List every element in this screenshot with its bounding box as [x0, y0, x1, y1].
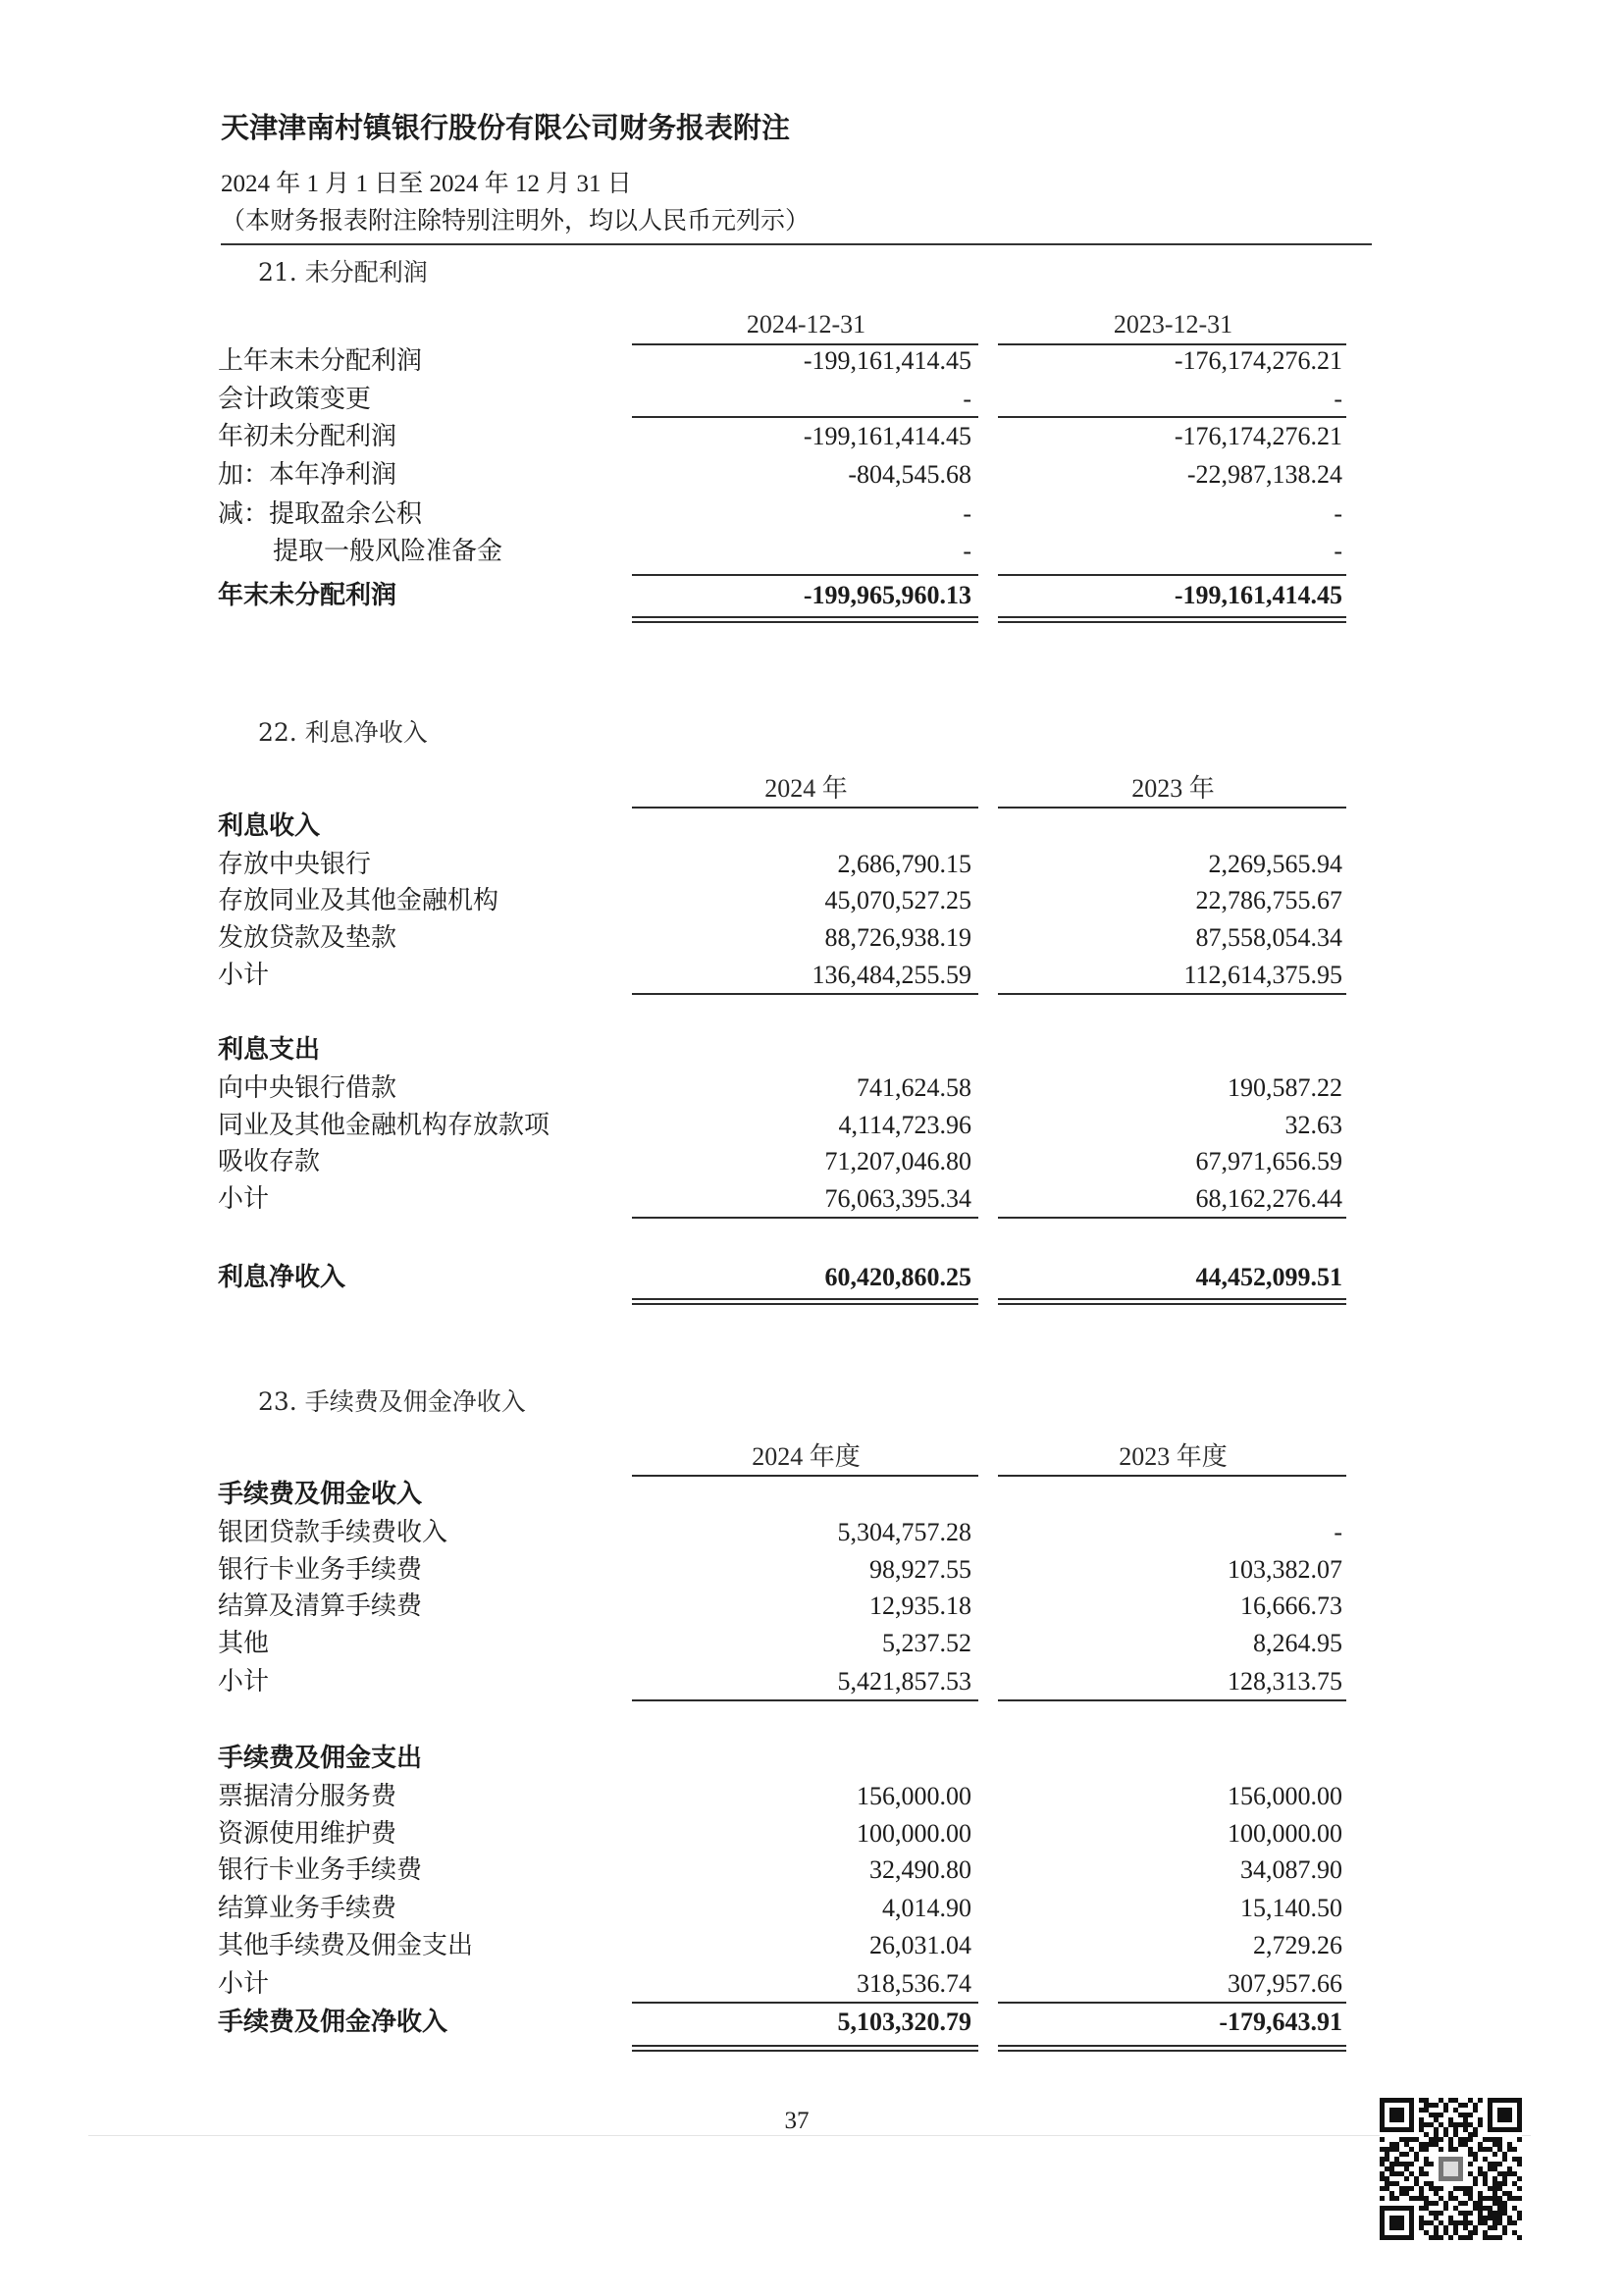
table-row	[0, 1072, 1623, 1104]
table-row	[0, 849, 1623, 880]
row-label: 结算及清算手续费	[218, 1592, 423, 1621]
total-value-prior: -179,643.91	[1219, 2008, 1342, 2036]
column-header-row	[0, 1441, 1623, 1473]
total-value-prior: -199,161,414.45	[1174, 581, 1342, 609]
value-current: 4,114,723.96	[838, 1111, 971, 1139]
table-row	[0, 1781, 1623, 1812]
row-label: 其他手续费及佣金支出	[218, 1931, 474, 1960]
value-prior: 32.63	[1284, 1111, 1342, 1139]
table-row	[0, 498, 1623, 530]
subtotal-label: 小计	[218, 1667, 270, 1696]
header-rule	[221, 243, 1372, 245]
value-prior: -	[1334, 537, 1342, 565]
subtotal-rule	[998, 1217, 1346, 1219]
value-prior: 87,558,054.34	[1195, 923, 1342, 952]
value-current: -	[963, 499, 971, 528]
column-header-current: 2024 年度	[752, 1442, 861, 1471]
row-label: 存放同业及其他金融机构	[218, 886, 499, 915]
table-row	[0, 1628, 1623, 1659]
value-current: 32,490.80	[869, 1855, 971, 1884]
table-row	[0, 421, 1623, 452]
subtotal-value-current: 5,421,857.53	[837, 1667, 971, 1696]
table-row	[0, 536, 1623, 567]
row-label: 上年末未分配利润	[218, 346, 423, 376]
table-row	[0, 459, 1623, 491]
subtotal-row	[0, 960, 1623, 991]
value-prior: 16,666.73	[1240, 1592, 1342, 1620]
value-prior: 8,264.95	[1253, 1629, 1342, 1657]
value-prior: 190,587.22	[1228, 1073, 1342, 1102]
total-value-current: 60,420,860.25	[824, 1263, 971, 1291]
row-label: 同业及其他金融机构存放款项	[218, 1111, 550, 1140]
row-label: 银行卡业务手续费	[218, 1555, 423, 1585]
subtotal-rule	[998, 1699, 1346, 1701]
double-rule	[632, 616, 978, 618]
group-heading-row	[0, 810, 1623, 842]
row-label: 加：本年净利润	[218, 460, 397, 490]
group-heading: 利息支出	[218, 1035, 321, 1065]
column-header-current: 2024 年	[764, 774, 848, 803]
value-prior: 2,729.26	[1253, 1931, 1342, 1959]
total-row	[0, 2007, 1623, 2038]
total-row	[0, 1262, 1623, 1293]
value-current: -	[963, 385, 971, 413]
subtotal-label: 小计	[218, 1184, 270, 1214]
subtotal-row	[0, 1183, 1623, 1215]
table-row	[0, 345, 1623, 377]
total-value-current: -199,965,960.13	[803, 581, 971, 609]
table-row	[0, 885, 1623, 916]
subtotal-rule	[632, 1217, 978, 1219]
table-row	[0, 1591, 1623, 1622]
group-heading: 利息收入	[218, 811, 321, 841]
subtotal-value-prior: 112,614,375.95	[1183, 961, 1342, 989]
subtotal-row	[0, 1968, 1623, 2000]
value-current: 156,000.00	[857, 1782, 971, 1810]
row-label: 年初未分配利润	[218, 422, 397, 451]
subtotal-rule	[998, 993, 1346, 995]
double-rule	[998, 2050, 1346, 2052]
column-header-row	[0, 309, 1623, 340]
row-label: 减：提取盈余公积	[218, 499, 423, 529]
table-row	[0, 1554, 1623, 1586]
total-value-current: 5,103,320.79	[837, 2008, 971, 2036]
subtotal-value-current: 318,536.74	[857, 1969, 971, 1998]
value-current: 12,935.18	[869, 1592, 971, 1620]
value-current: 26,031.04	[869, 1931, 971, 1959]
row-label: 银行卡业务手续费	[218, 1855, 423, 1885]
subtotal-label: 小计	[218, 961, 270, 990]
table-row	[0, 1930, 1623, 1961]
subtotal-value-prior: 307,957.66	[1228, 1969, 1342, 1998]
subtotal-row	[0, 1666, 1623, 1697]
double-rule	[632, 1303, 978, 1305]
column-header-prior: 2023 年度	[1119, 1442, 1228, 1471]
subtotal-value-prior: 128,313.75	[1228, 1667, 1342, 1696]
column-rule	[632, 1475, 978, 1477]
value-current: 5,237.52	[882, 1629, 971, 1657]
subtotal-label: 小计	[218, 1969, 270, 1999]
value-prior: -176,174,276.21	[1174, 422, 1342, 450]
row-label: 向中央银行借款	[218, 1073, 397, 1103]
group-heading-row	[0, 1479, 1623, 1510]
value-current: -199,161,414.45	[803, 346, 971, 375]
table-row	[0, 1854, 1623, 1886]
value-prior: -22,987,138.24	[1186, 460, 1342, 489]
section-21-title: 21. 未分配利润	[258, 258, 428, 287]
currency-note: （本财务报表附注除特别注明外，均以人民币元列示）	[221, 206, 811, 235]
page-number: 37	[784, 2108, 810, 2134]
table-row	[0, 1517, 1623, 1548]
total-value-prior: 44,452,099.51	[1195, 1263, 1342, 1291]
document-title: 天津津南村镇银行股份有限公司财务报表附注	[221, 111, 791, 144]
column-header-current: 2024-12-31	[746, 310, 866, 339]
subtotal-value-current: 136,484,255.59	[812, 961, 971, 989]
double-rule	[632, 2050, 978, 2052]
double-rule	[998, 1303, 1346, 1305]
period-line: 2024 年 1 月 1 日至 2024 年 12 月 31 日	[221, 171, 632, 197]
row-label: 发放贷款及垫款	[218, 923, 397, 953]
value-prior: -	[1334, 499, 1342, 528]
row-label: 吸收存款	[218, 1147, 321, 1176]
value-prior: 103,382.07	[1228, 1555, 1342, 1584]
subtotal-rule	[998, 574, 1346, 576]
subtotal-rule	[632, 1699, 978, 1701]
group-heading: 手续费及佣金支出	[218, 1744, 423, 1773]
value-prior: -	[1334, 1518, 1342, 1546]
subtotal-rule	[632, 574, 978, 576]
row-label: 资源使用维护费	[218, 1819, 397, 1849]
subtotal-rule	[632, 416, 978, 418]
total-label: 手续费及佣金净收入	[218, 2008, 448, 2037]
group-heading-row	[0, 1743, 1623, 1774]
column-header-prior: 2023 年	[1131, 774, 1215, 803]
value-prior: 2,269,565.94	[1208, 850, 1342, 878]
row-label: 提取一般风险准备金	[273, 537, 503, 566]
subtotal-rule	[998, 2002, 1346, 2004]
column-header-prior: 2023-12-31	[1113, 310, 1233, 339]
value-current: -	[963, 537, 971, 565]
double-rule	[632, 621, 978, 623]
value-prior: 156,000.00	[1228, 1782, 1342, 1810]
value-current: -199,161,414.45	[803, 422, 971, 450]
double-rule	[998, 616, 1346, 618]
group-heading: 手续费及佣金收入	[218, 1480, 423, 1509]
row-label: 银团贷款手续费收入	[218, 1518, 448, 1547]
row-label: 结算业务手续费	[218, 1894, 397, 1923]
table-row	[0, 1818, 1623, 1850]
subtotal-rule	[632, 993, 978, 995]
column-rule	[632, 807, 978, 809]
column-rule	[998, 807, 1346, 809]
value-prior: 15,140.50	[1240, 1894, 1342, 1922]
value-current: -804,545.68	[848, 460, 971, 489]
value-prior: 100,000.00	[1228, 1819, 1342, 1848]
value-prior: 22,786,755.67	[1195, 886, 1342, 914]
value-current: 98,927.55	[869, 1555, 971, 1584]
double-rule	[998, 2045, 1346, 2047]
value-current: 71,207,046.80	[824, 1147, 971, 1175]
value-prior: 67,971,656.59	[1195, 1147, 1342, 1175]
value-prior: -176,174,276.21	[1174, 346, 1342, 375]
row-label: 会计政策变更	[218, 385, 372, 414]
section-23-title: 23. 手续费及佣金净收入	[258, 1387, 526, 1416]
qr-code-icon	[1380, 2098, 1522, 2240]
subtotal-rule	[998, 416, 1346, 418]
value-current: 2,686,790.15	[837, 850, 971, 878]
value-current: 88,726,938.19	[824, 923, 971, 952]
subtotal-value-current: 76,063,395.34	[824, 1184, 971, 1213]
double-rule	[632, 2045, 978, 2047]
value-prior: -	[1334, 385, 1342, 413]
value-current: 5,304,757.28	[837, 1518, 971, 1546]
value-current: 45,070,527.25	[824, 886, 971, 914]
table-row	[0, 1893, 1623, 1924]
column-rule	[998, 1475, 1346, 1477]
double-rule	[632, 1298, 978, 1300]
total-label: 利息净收入	[218, 1263, 346, 1292]
table-row	[0, 1110, 1623, 1141]
column-header-row	[0, 773, 1623, 805]
value-prior: 34,087.90	[1240, 1855, 1342, 1884]
subtotal-value-prior: 68,162,276.44	[1195, 1184, 1342, 1213]
table-row	[0, 1146, 1623, 1177]
value-current: 4,014.90	[882, 1894, 971, 1922]
value-current: 100,000.00	[857, 1819, 971, 1848]
section-22-title: 22. 利息净收入	[258, 718, 428, 747]
group-heading-row	[0, 1034, 1623, 1066]
table-row	[0, 922, 1623, 954]
total-label: 年末未分配利润	[218, 581, 397, 610]
double-rule	[998, 621, 1346, 623]
table-row	[0, 384, 1623, 415]
subtotal-rule	[632, 2002, 978, 2004]
row-label: 其他	[218, 1629, 270, 1658]
row-label: 票据清分服务费	[218, 1782, 397, 1811]
value-current: 741,624.58	[857, 1073, 971, 1102]
footer-rule	[88, 2135, 1531, 2136]
double-rule	[998, 1298, 1346, 1300]
row-label: 存放中央银行	[218, 850, 372, 879]
total-row	[0, 580, 1623, 611]
